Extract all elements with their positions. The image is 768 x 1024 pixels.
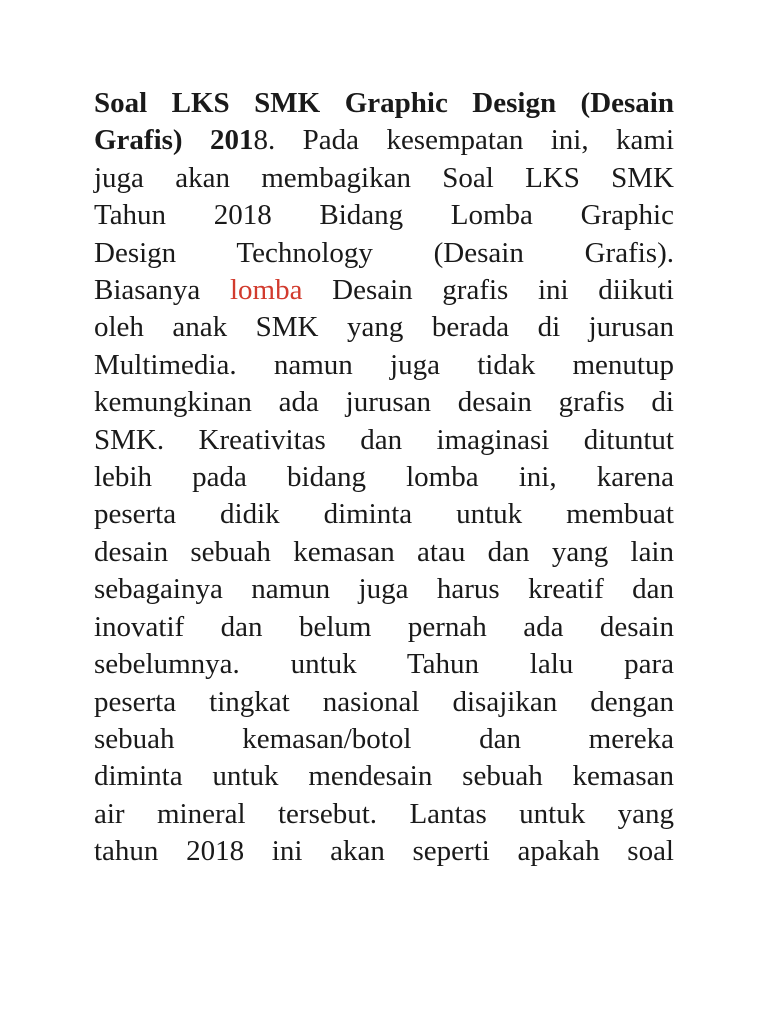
text-line-5: Design Technology (Desain Grafis). [94, 236, 674, 269]
text-line-19: diminta untuk mendesain sebuah kemasan [94, 760, 674, 793]
text-line-15: inovatif dan belum pernah ada desain [94, 610, 674, 643]
text-line-8: Multimedia. namun juga tidak menutup [94, 348, 674, 381]
text-line-3: juga akan membagikan Soal LKS SMK [94, 161, 674, 194]
text-line-12: peserta didik diminta untuk membuat [94, 498, 674, 531]
text-span: 8. Pada kesempatan ini, kami [253, 124, 674, 157]
article-title-continued: Grafis) 201 [94, 124, 254, 157]
lomba-link[interactable]: lomba [229, 274, 303, 307]
text-line-13: desain sebuah kemasan atau dan yang lain [94, 535, 674, 568]
article-title: Soal LKS SMK Graphic Design (Desain [94, 87, 674, 119]
text-line-7: oleh anak SMK yang berada di jurusan [94, 311, 674, 344]
text-line-16: sebelumnya. untuk Tahun lalu para [94, 648, 674, 681]
text-line-14: sebagainya namun juga harus kreatif dan [94, 573, 674, 606]
text-line-6 [94, 272, 674, 309]
text-line-18: sebuah kemasan/botol dan mereka [94, 722, 674, 755]
text-line-20: air mineral tersebut. Lantas untuk yang [94, 797, 674, 830]
text-line-4: Tahun 2018 Bidang Lomba Graphic [94, 199, 674, 232]
text-line-17: peserta tingkat nasional disajikan dengan [94, 685, 674, 718]
text-line-9: kemungkinan ada jurusan desain grafis di [94, 386, 674, 419]
text-line-21: tahun 2018 ini akan seperti apakah soal [94, 835, 674, 868]
text-line-1 [94, 85, 674, 122]
text-line-10: SMK. Kreativitas dan imaginasi dituntut [94, 423, 674, 456]
text-line-2 [94, 122, 674, 159]
article-paragraph [94, 85, 674, 871]
text-span: Desain grafis ini diikuti [332, 274, 674, 307]
text-line-11: lebih pada bidang lomba ini, karena [94, 461, 674, 494]
text-span: Biasanya [94, 274, 201, 307]
